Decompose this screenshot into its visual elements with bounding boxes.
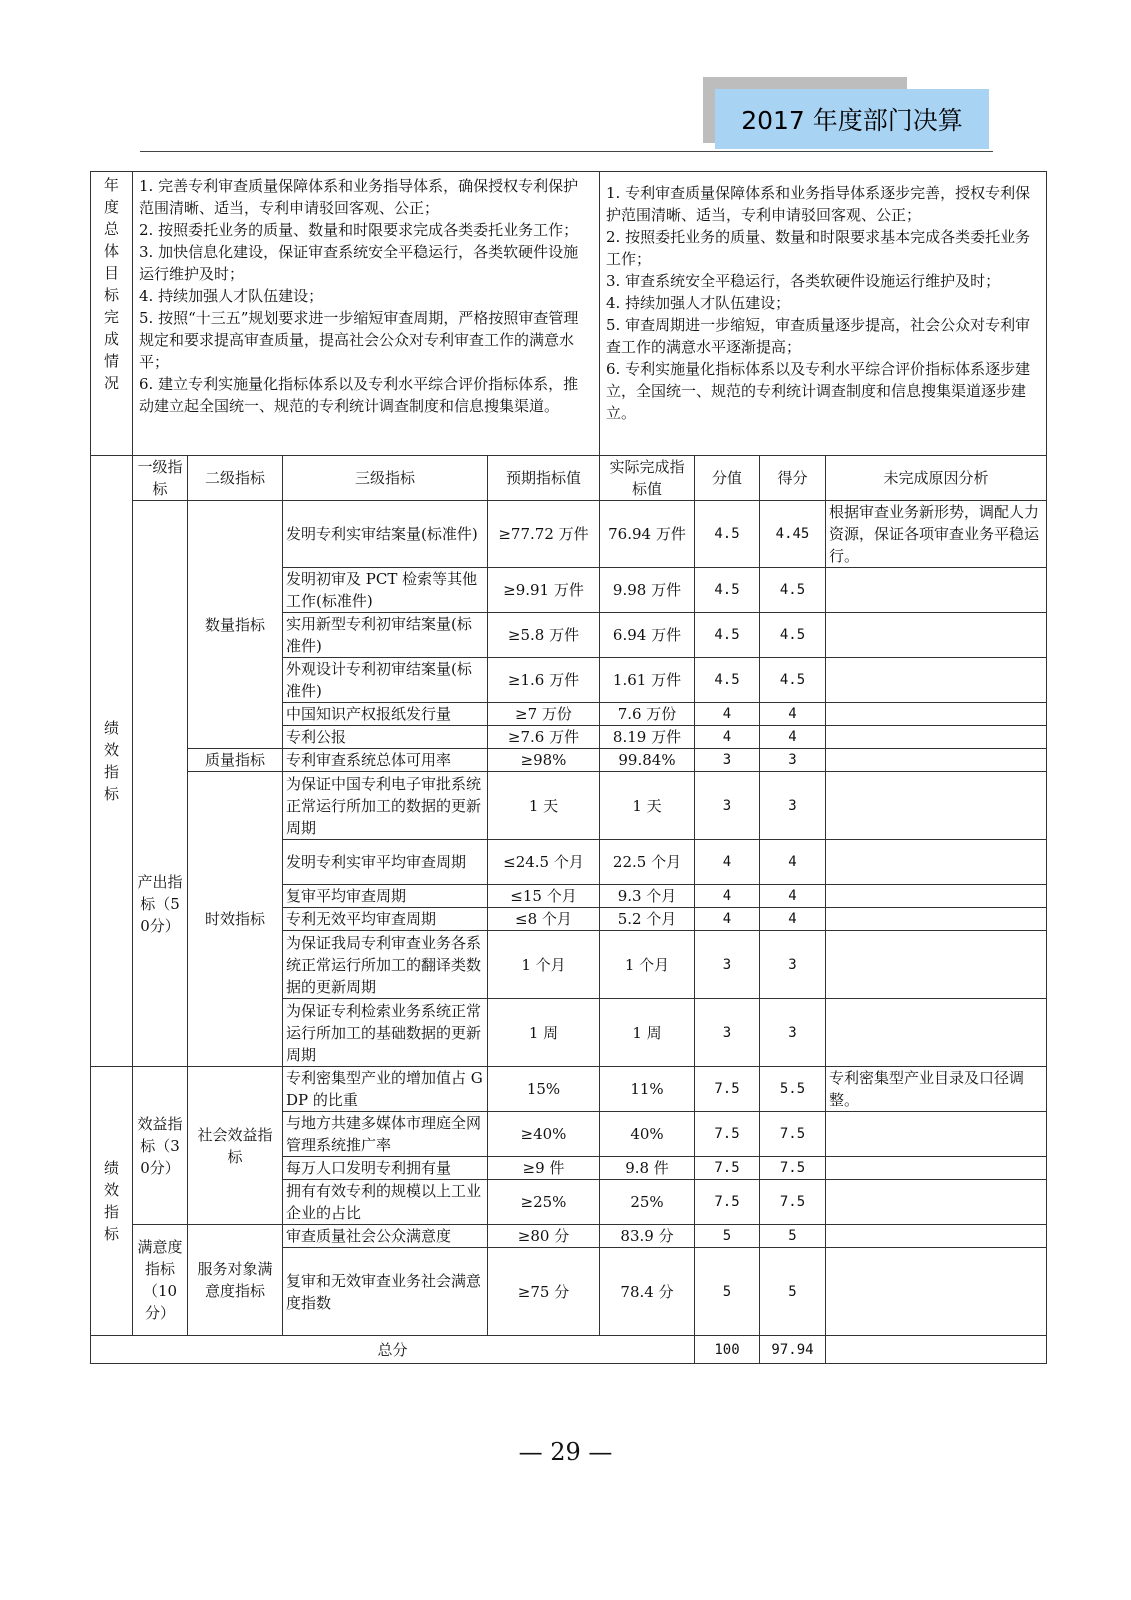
- indicator-name: 中国知识产权报纸发行量: [283, 703, 488, 726]
- total-label: 总分: [91, 1336, 695, 1364]
- got-value: 4.5: [760, 613, 826, 658]
- indicator-name: 为保证我局专利审查业务各系统正常运行所加工的翻译类数据的更新周期: [283, 931, 488, 999]
- reason-text: [826, 1248, 1047, 1336]
- score-value: 4: [695, 703, 760, 726]
- col-header-score: 分值: [695, 456, 760, 501]
- expected-value: ≥7 万份: [488, 703, 600, 726]
- got-value: 4.5: [760, 658, 826, 703]
- expected-value: ≥77.72 万件: [488, 501, 600, 568]
- result-item: 5. 审查周期进一步缩短，审查质量逐步提高，社会公众对专利审查工作的满意水平逐渐提高；: [606, 316, 1031, 356]
- header-rule: [140, 151, 993, 152]
- group-benefit: 效益指标（30分）: [133, 1067, 188, 1225]
- col-header-level2: 二级指标: [188, 456, 283, 501]
- header-title: 2017 年度部门决算: [715, 89, 989, 149]
- got-value: 5: [760, 1225, 826, 1248]
- actual-value: 83.9 分: [600, 1225, 695, 1248]
- reason-text: [826, 1157, 1047, 1180]
- actual-value: 76.94 万件: [600, 501, 695, 568]
- score-value: 3: [695, 772, 760, 840]
- col-header-expected: 预期指标值: [488, 456, 600, 501]
- expected-value: ≥25%: [488, 1180, 600, 1225]
- score-value: 3: [695, 999, 760, 1067]
- reason-text: [826, 999, 1047, 1067]
- actual-value: 1 周: [600, 999, 695, 1067]
- reason-text: [826, 726, 1047, 749]
- goal-item: 6. 建立专利实施量化指标体系以及专利水平综合评价指标体系，推动建立起全国统一、规范的专利统计调查制度和信息搜集渠道。: [139, 375, 579, 415]
- got-value: 5: [760, 1248, 826, 1336]
- reason-text: [826, 658, 1047, 703]
- actual-value: 1 天: [600, 772, 695, 840]
- col-header-reason: 未完成原因分析: [826, 456, 1047, 501]
- reason-text: [826, 772, 1047, 840]
- indicator-name: 拥有有效专利的规模以上工业企业的占比: [283, 1180, 488, 1225]
- page-number: — 29 —: [518, 1438, 613, 1466]
- col-header-actual: 实际完成指标值: [600, 456, 695, 501]
- expected-value: ≥7.6 万件: [488, 726, 600, 749]
- indicator-name: 为保证中国专利电子审批系统正常运行所加工的数据的更新周期: [283, 772, 488, 840]
- got-value: 4.45: [760, 501, 826, 568]
- goal-item: 5. 按照“十三五”规划要求进一步缩短审查周期，严格按照审查管理规定和要求提高审查质量，提高社会公众对专利审查工作的满意水平；: [139, 309, 579, 371]
- actual-value: 78.4 分: [600, 1248, 695, 1336]
- score-value: 4: [695, 908, 760, 931]
- col-header-got: 得分: [760, 456, 826, 501]
- result-item: 6. 专利实施量化指标体系以及专利水平综合评价指标体系逐步建立，全国统一、规范的专利统计调查制度和信息搜集渠道逐步建立。: [606, 360, 1031, 422]
- score-value: 4: [695, 840, 760, 885]
- expected-value: 1 周: [488, 999, 600, 1067]
- group-quality: 质量指标: [188, 749, 283, 772]
- reason-text: [826, 885, 1047, 908]
- total-got: 97.94: [760, 1336, 826, 1364]
- actual-value: 5.2 个月: [600, 908, 695, 931]
- summary-label-cell: [91, 172, 133, 456]
- reason-text: [826, 703, 1047, 726]
- total-row: [91, 1336, 1047, 1364]
- got-value: 3: [760, 999, 826, 1067]
- expected-value: ≤8 个月: [488, 908, 600, 931]
- indicator-name: 专利审查系统总体可用率: [283, 749, 488, 772]
- col-header-level3: 三级指标: [283, 456, 488, 501]
- performance-table: [90, 171, 1047, 1364]
- score-value: 4.5: [695, 568, 760, 613]
- reason-text: [826, 931, 1047, 999]
- group-quantity: 数量指标: [188, 501, 283, 749]
- actual-value: 9.8 件: [600, 1157, 695, 1180]
- got-value: 4: [760, 840, 826, 885]
- expected-value: ≤15 个月: [488, 885, 600, 908]
- reason-text: [826, 1225, 1047, 1248]
- got-value: 3: [760, 772, 826, 840]
- summary-label: 年度总体目标完成情况: [103, 176, 119, 392]
- indicator-name: 与地方共建多媒体市理庭全网管理系统推广率: [283, 1112, 488, 1157]
- section-label: 绩效指标: [103, 719, 119, 803]
- got-value: 4: [760, 908, 826, 931]
- actual-value: 1.61 万件: [600, 658, 695, 703]
- section-label: 绩效指标: [103, 1159, 119, 1243]
- actual-value: 8.19 万件: [600, 726, 695, 749]
- reason-text: [826, 613, 1047, 658]
- got-value: 4.5: [760, 568, 826, 613]
- score-value: 4: [695, 885, 760, 908]
- indicator-name: 发明专利实审平均审查周期: [283, 840, 488, 885]
- group-output: 产出指标（50分）: [133, 501, 188, 1067]
- indicator-name: 每万人口发明专利拥有量: [283, 1157, 488, 1180]
- expected-value: ≤24.5 个月: [488, 840, 600, 885]
- result-item: 1. 专利审查质量保障体系和业务指导体系逐步完善，授权专利保护范围清晰、适当，专利申请驳回客观、公正；: [606, 184, 1031, 224]
- actual-value: 6.94 万件: [600, 613, 695, 658]
- table-row: [91, 501, 1047, 568]
- indicator-name: 复审平均审查周期: [283, 885, 488, 908]
- indicator-name: 外观设计专利初审结案量(标准件): [283, 658, 488, 703]
- indicator-name: 复审和无效审查业务社会满意度指数: [283, 1248, 488, 1336]
- indicator-name: 实用新型专利初审结案量(标准件): [283, 613, 488, 658]
- summary-row: [91, 172, 1047, 456]
- group-timeliness: 时效指标: [188, 772, 283, 1067]
- expected-value: ≥75 分: [488, 1248, 600, 1336]
- got-value: 7.5: [760, 1157, 826, 1180]
- indicator-name: 专利公报: [283, 726, 488, 749]
- result-item: 2. 按照委托业务的质量、数量和时限要求基本完成各类委托业务工作；: [606, 228, 1031, 268]
- score-value: 7.5: [695, 1067, 760, 1112]
- expected-value: ≥98%: [488, 749, 600, 772]
- group-service: 服务对象满意度指标: [188, 1225, 283, 1336]
- result-item: 4. 持续加强人才队伍建设；: [606, 294, 791, 312]
- expected-value: ≥9.91 万件: [488, 568, 600, 613]
- goal-item: 3. 加快信息化建设，保证审查系统安全平稳运行，各类软硬件设施运行维护及时；: [139, 243, 579, 283]
- expected-value: 1 个月: [488, 931, 600, 999]
- expected-value: ≥80 分: [488, 1225, 600, 1248]
- indicator-name: 审查质量社会公众满意度: [283, 1225, 488, 1248]
- summary-results: [600, 172, 1047, 456]
- total-reason-empty: [826, 1336, 1047, 1364]
- goal-item: 1. 完善专利审查质量保障体系和业务指导体系，确保授权专利保护范围清晰、适当，专利申请驳回客观、公正；: [139, 177, 579, 217]
- section-label-cell: [91, 1067, 133, 1336]
- table-row: [91, 1225, 1047, 1248]
- goal-item: 2. 按照委托业务的质量、数量和时限要求完成各类委托业务工作；: [139, 221, 579, 239]
- reason-text: [826, 908, 1047, 931]
- score-value: 7.5: [695, 1157, 760, 1180]
- actual-value: 7.6 万份: [600, 703, 695, 726]
- score-value: 4.5: [695, 613, 760, 658]
- score-value: 4: [695, 726, 760, 749]
- score-value: 3: [695, 931, 760, 999]
- actual-value: 9.98 万件: [600, 568, 695, 613]
- reason-text: [826, 749, 1047, 772]
- actual-value: 99.84%: [600, 749, 695, 772]
- got-value: 7.5: [760, 1180, 826, 1225]
- score-value: 5: [695, 1248, 760, 1336]
- summary-goals: [133, 172, 600, 456]
- indicator-name: 发明专利实审结案量(标准件): [283, 501, 488, 568]
- reason-text: 专利密集型产业目录及口径调整。: [826, 1067, 1047, 1112]
- reason-text: [826, 840, 1047, 885]
- column-header-row: [91, 456, 1047, 501]
- goal-item: 4. 持续加强人才队伍建设；: [139, 287, 324, 305]
- expected-value: ≥40%: [488, 1112, 600, 1157]
- reason-text: 根据审查业务新形势，调配人力资源，保证各项审查业务平稳运行。: [826, 501, 1047, 568]
- expected-value: ≥5.8 万件: [488, 613, 600, 658]
- actual-value: 22.5 个月: [600, 840, 695, 885]
- actual-value: 40%: [600, 1112, 695, 1157]
- got-value: 3: [760, 749, 826, 772]
- reason-text: [826, 568, 1047, 613]
- expected-value: 1 天: [488, 772, 600, 840]
- section-label-cell: [91, 456, 133, 1067]
- score-value: 3: [695, 749, 760, 772]
- indicator-name: 为保证专利检索业务系统正常运行所加工的基础数据的更新周期: [283, 999, 488, 1067]
- group-satisfaction: 满意度指标（10分）: [133, 1225, 188, 1336]
- score-value: 7.5: [695, 1180, 760, 1225]
- got-value: 4: [760, 885, 826, 908]
- table-row: [91, 772, 1047, 840]
- table-row: [91, 1067, 1047, 1112]
- group-social: 社会效益指标: [188, 1067, 283, 1225]
- expected-value: ≥9 件: [488, 1157, 600, 1180]
- actual-value: 1 个月: [600, 931, 695, 999]
- indicator-name: 专利无效平均审查周期: [283, 908, 488, 931]
- score-value: 5: [695, 1225, 760, 1248]
- reason-text: [826, 1180, 1047, 1225]
- expected-value: 15%: [488, 1067, 600, 1112]
- got-value: 5.5: [760, 1067, 826, 1112]
- col-header-level1: 一级指标: [133, 456, 188, 501]
- score-value: 7.5: [695, 1112, 760, 1157]
- actual-value: 11%: [600, 1067, 695, 1112]
- score-value: 4.5: [695, 658, 760, 703]
- result-item: 3. 审查系统安全平稳运行，各类软硬件设施运行维护及时；: [606, 272, 1001, 290]
- indicator-name: 专利密集型产业的增加值占 GDP 的比重: [283, 1067, 488, 1112]
- score-value: 4.5: [695, 501, 760, 568]
- table-row: [91, 749, 1047, 772]
- got-value: 4: [760, 726, 826, 749]
- indicator-name: 发明初审及 PCT 检索等其他工作(标准件): [283, 568, 488, 613]
- got-value: 3: [760, 931, 826, 999]
- actual-value: 9.3 个月: [600, 885, 695, 908]
- got-value: 7.5: [760, 1112, 826, 1157]
- expected-value: ≥1.6 万件: [488, 658, 600, 703]
- reason-text: [826, 1112, 1047, 1157]
- got-value: 4: [760, 703, 826, 726]
- actual-value: 25%: [600, 1180, 695, 1225]
- total-score: 100: [695, 1336, 760, 1364]
